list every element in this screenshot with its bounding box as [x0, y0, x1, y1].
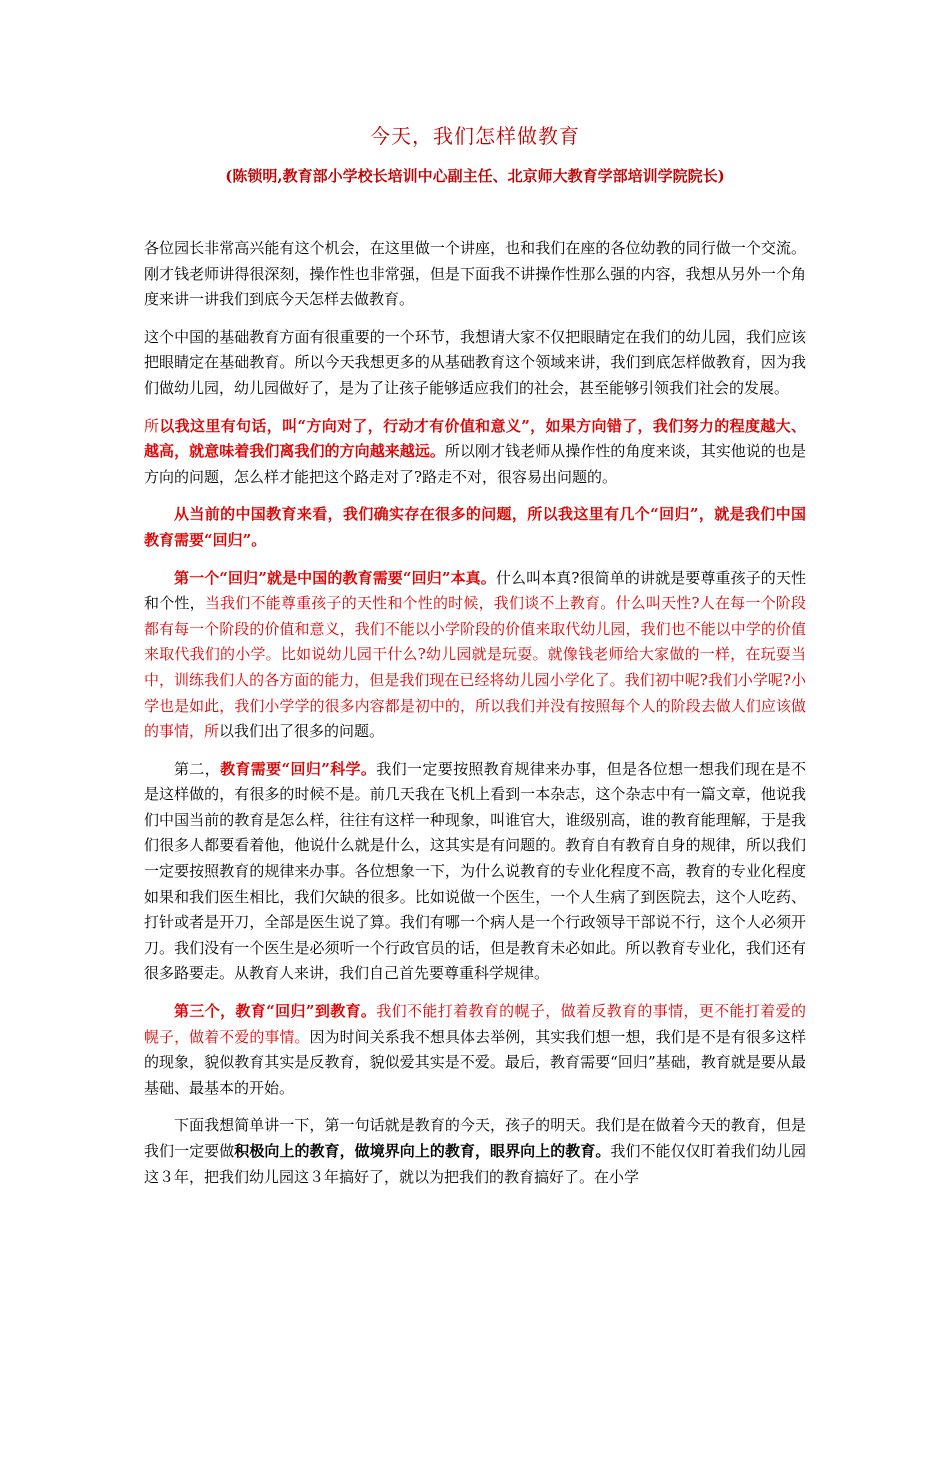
emphasis-text: 第三个，教育“回归”到教育。 [174, 1002, 377, 1021]
body-paragraph [144, 1113, 806, 1190]
body-paragraph [144, 414, 806, 491]
paragraph-text: 所以刚才钱老师从操作性的角度来谈，其实他说的也是方向的问题，怎么样才能把这个路走对了?路走不对，很容易出问题的。 [144, 442, 806, 486]
emphasis-text: 以我这里有句话，叫“方向对了，行动才有价值和意义”，如果方向错了，我们努力的程度越大、越高，就意味着我们离我们的方向越来越远。 [144, 416, 806, 461]
document-subtitle: (陈锁明,教育部小学校长培训中心副主任、北京师大教育学部培训学院院长) [225, 167, 725, 185]
paragraph-text: 这个中国的基础教育方面有很重要的一个环节，我想请大家不仅把眼睛定在我们的幼儿园，我们应该把眼睛定在基础教育。所以今天我想更多的从基础教育这个领域来讲，我们到底怎样做教育，因为我们做幼儿园，幼儿园做好了，是为了让孩子能够适应我们的社会，甚至能够引领我们社会的发展。 [144, 327, 806, 397]
body-paragraph [144, 566, 806, 745]
paragraph-text: 我们不能仅仅盯着我们幼儿园这３年，把我们幼儿园这３年搞好了，就以为把我们的教育搞好了。在小学 [144, 1142, 806, 1186]
body-paragraph [144, 757, 806, 987]
paragraph-text: 因为时间关系我不想具体去举例，其实我们想一想，我们是不是有很多这样的现象，貌似教育其实是反教育，貌似爱其实是不爱。最后，教育需要“回归”基础，教育就是要从最基础、最基本的开始。 [144, 1027, 806, 1097]
document-body [144, 236, 806, 1190]
emphasis-text: 当我们不能尊重孩子的天性和个性的时候，我们谈不上教育。什么叫天性?人在每一个阶段都有每一个阶段的价值和意义，我们不能以小学阶段的价值来取代幼儿园，我们也不能以中学的价值来取代我们的小学。比如说幼儿园干什么?幼儿园就是玩耍。就像钱老师给大家做的一样，在玩耍当中，训练我们人的各方面的能力，但是我们现在已经将幼儿园小学化了。我们初中呢?我们小学呢?小学也是如此，我们小学学的很多内容都是初中的，所以我们并没有按照每个人的阶段去做人们应该做的事情，所 [144, 594, 806, 741]
document-page [0, 122, 950, 1466]
paragraph-text: 以我们出了很多的问题。 [219, 722, 385, 741]
paragraph-text: 各位园长非常高兴能有这个机会，在这里做一个讲座，也和我们在座的各位幼教的同行做一个交流。刚才钱老师讲得很深刻，操作性也非常强，但是下面我不讲操作性那么强的内容，我想从另外一个角度来讲一讲我们到底今天怎样去做教育。 [144, 239, 806, 309]
body-paragraph [144, 999, 806, 1101]
body-paragraph [144, 325, 806, 402]
document-title: 今天，我们怎样做教育 [370, 124, 580, 148]
paragraph-text: 第二， [174, 759, 221, 778]
paragraph-text: 什么叫本真?很简单的讲就是要尊重孩子的天性和个性， [144, 568, 806, 613]
paragraph-text: 我们一定要按照教育规律来办事，但是各位想一想我们现在是不是这样做的，有很多的时候不是。前几天我在飞机上看到一本杂志，这个杂志中有一篇文章，他说我们中国当前的教育是怎么样，往往有这样一种现象，叫谁官大，谁级别高，谁的教育能理解，于是我们很多人都要看着他，他说什么就是什么，这其实是有问题的。教育自有教育自身的规律，所以我们一定要按照教育的规律来办事。各位想象一下，为什么说教育的专业化程度不高，教育的专业化程度如果和我们医生相比，我们欠缺的很多。比如说做一个医生，一个人生病了到医院去，这个人吃药、打针或者是开刀，全部是医生说了算。我们有哪一个病人是一个行政领导干部说不行，这个人必须开刀。我们没有一个医生是必须听一个行政官员的话，但是教育未必如此。所以教育专业化，我们还有很多路要走。从教育人来讲，我们自己首先要尊重科学规律。 [144, 759, 806, 983]
body-paragraph [144, 502, 806, 553]
paragraph-text: 积极向上的教育，做境界向上的教育，眼界向上的教育。 [234, 1142, 611, 1160]
emphasis-text: 从当前的中国教育来看，我们确实存在很多的问题，所以我这里有几个“回归”，就是我们中国教育需要“回归”。 [144, 505, 806, 549]
emphasis-text: 教育需要“回归”科学。 [220, 759, 377, 778]
body-paragraph [144, 236, 806, 313]
paragraph-text: 下面我想简单讲一下，第一句话就是教育的今天，孩子的明天。我们是在做着今天的教育，但是我们一定要做 [144, 1116, 806, 1160]
emphasis-text: 所 [144, 416, 160, 435]
emphasis-text: 第一个“回归”就是中国的教育需要“回归”本真。 [174, 568, 496, 587]
emphasis-text: 我们不能打着教育的幌子，做着反教育的事情，更不能打着爱的幌子，做着不爱的事情。 [144, 1002, 806, 1046]
